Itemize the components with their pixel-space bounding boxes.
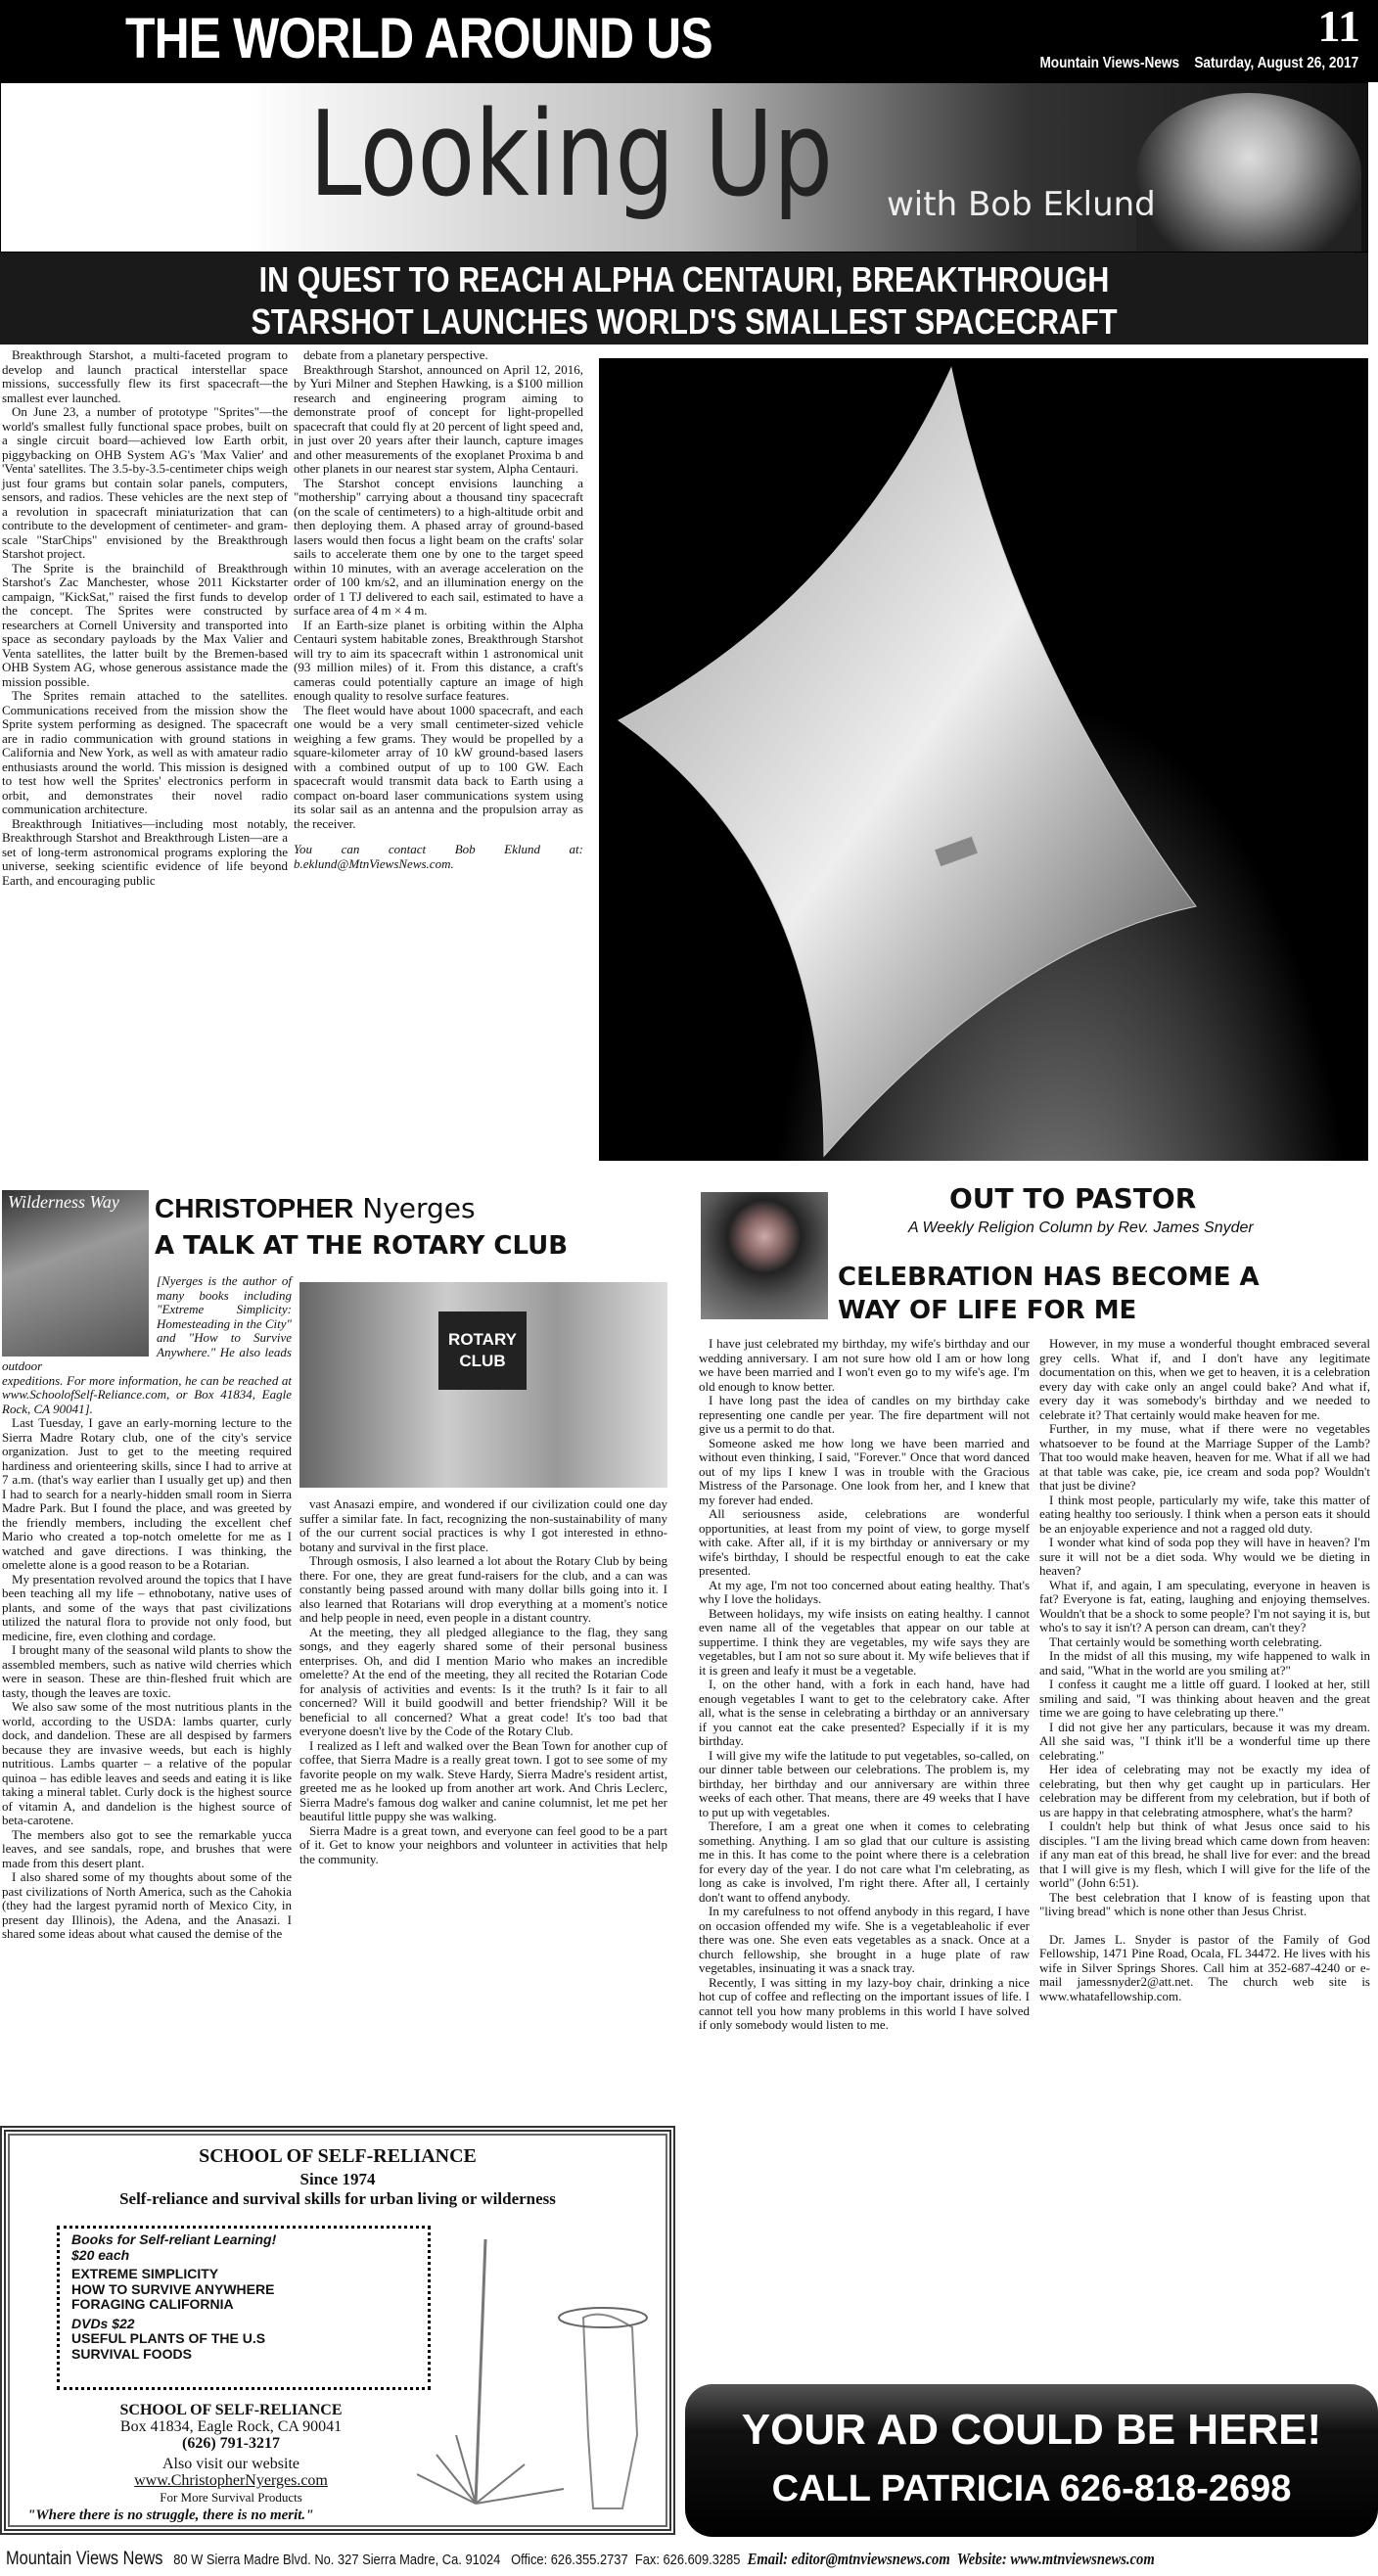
paragraph: Recently, I was sitting in my lazy-boy chair, drinking a nice hot cup of coffee and reflecting on the important issues of life. I cannot tell you how many problems in this world I have solved if only somebody would listen to me. [699, 1974, 1030, 2032]
headline-line: STARSHOT LAUNCHES WORLD'S SMALLEST SPACECRAFT [251, 301, 1118, 342]
paragraph: However, in my muse a wonderful thought embraced several grey cells. What if, and I don't have any legitimate documentation on this, when we get to heaven, it is a celebration every day with cake only an angel could bake? And what if, every day it was somebody's birthday and we needed to celebrate it? That certainly would make heaven for me. [1039, 1336, 1370, 1422]
footer-paper: Mountain Views News [6, 2549, 163, 2569]
column-subtitle: A Weekly Religion Column by Rev. James Snyder [908, 1219, 1254, 1236]
footer-address: 80 W Sierra Madre Blvd. No. 327 Sierra Madre, Ca. 91024 [173, 2552, 501, 2568]
paragraph: The Sprites remain attached to the satellites. Communications received from the mission show the Sprite system performing as designed. The spacecraft are in radio communication with ground stations in California and New York, as well as with amateur radio enthusiasts around the world. This mission is designed to test how well the Sprites' electronics perform in orbit, and demonstrates their novel radio communication architecture. [2, 688, 288, 816]
ad-quote: "Where there is no struggle, there is no merit." [27, 2507, 314, 2523]
books-heading: Books for Self-reliant Learning! [71, 2231, 277, 2247]
paper-name: Mountain Views-News [1039, 55, 1179, 71]
section-title: THE WORLD AROUND US [125, 7, 712, 70]
wilderness-way-photo [2, 1190, 149, 1357]
nyerges-left-column [2, 1190, 292, 1942]
looking-up-banner [0, 82, 1368, 253]
pastor-photo [701, 1192, 828, 1319]
rotary-club-photo [299, 1282, 667, 1488]
dvd-item: USEFUL PLANTS OF THE U.S [71, 2330, 266, 2346]
paragraph: The best celebration that I know of is feasting upon that "living bread" which is none other than Jesus Christ. [1039, 1889, 1370, 1918]
paragraph: I couldn't help but think of what Jesus once said to his disciples. "I am the living bread which came down from heaven: if any man eat of this bread, he shall live for ever: and the bread that I will give is my flesh, which I will give for the life of the world" (John 6:51). [1039, 1818, 1370, 1890]
footer-fax: Fax: 626.609.3285 [634, 2552, 741, 2568]
footer [6, 2549, 1155, 2570]
article-title: A TALK AT THE ROTARY CLUB [155, 1231, 569, 1261]
photo-label: Wilderness Way [8, 1192, 119, 1212]
article-column-1 [2, 348, 288, 888]
paragraph: What if, and again, I am speculating, everyone in heaven is fat? Everyone is fat, eating, laughing and enjoying themselves. Wouldn't that be a shock to some people? I'm not saying it is, but who's to say it isn't? A person can dream, can't they? [1039, 1577, 1370, 1634]
paragraph: Further, in my muse, what if there were no vegetables whatsoever to be found at the Marriage Supper of the Lamb? That too would make heaven, heaven for me. What if all we had at that table was cake, pie, ice cream and soda pop? Wouldn't that just be divine? [1039, 1421, 1370, 1493]
dvds-heading: DVDs $22 [71, 2315, 135, 2331]
pastor-column-1 [699, 1337, 1030, 2033]
banner-subtitle: with Bob Eklund [887, 185, 1156, 224]
pastor-article-title [838, 1261, 1260, 1327]
yucca-drawing [417, 2239, 662, 2513]
author-bio: [Nyerges is the author of many books including "Extreme Simplicity: Homesteading in the City" and "How to Survive Anywhere." He also leads outdoor [2, 1273, 292, 1373]
ad-title: SCHOOL OF SELF-RELIANCE [199, 2145, 477, 2167]
paragraph: Breakthrough Starshot, a multi-faceted program to develop and launch practical interstellar space missions, successfully flew its first spacecraft—the smallest ever launched. [2, 347, 288, 405]
paragraph: Through osmosis, I also learned a lot about the Rotary Club by being there. For one, they are great fund-raisers for the club, and a can was constantly being passed around with many dollar bills going into it. I also learned that Rotarians will drop everything at a moment's notice and help people in need, even people in a distant country. [299, 1553, 667, 1625]
paragraph: The fleet would have about 1000 spacecraft, and each one would be a very small centimeter-sized vehicle weighing a few grams. They would be propelled by a square-kilometer array of 10 kW ground-based lasers with a combined output of up to 100 GW. Each spacecraft would transmit data back to Earth using a compact on-board laser communications system using its solar sail as an antenna and the propulsion array as the receiver. [294, 702, 583, 831]
ad-phone-line: CALL PATRICIA 626-818-2698 [771, 2468, 1292, 2509]
footer-office: Office: 626.355.2737 [511, 2552, 628, 2568]
paragraph: Breakthrough Starshot, announced on April 12, 2016, by Yuri Milner and Stephen Hawking, is a $100 million research and engineering program aiming to demonstrate proof of concept for light-propelled spacecraft that could fly at 20 percent of light speed and, in just over 20 years after their launch, capture images and other measurements of the exoplanet Proxima b and other planets in our nearest star system, Alpha Centauri. [294, 361, 583, 476]
ad-visit: Also visit our website [162, 2456, 299, 2472]
banner-title: Looking Up [309, 87, 834, 223]
paragraph: Sierra Madre is a great town, and everyone can feel good to be a part of it. Get to know your neighbors and volunteer in activities that help the community. [299, 1822, 667, 1866]
paragraph: I also shared some of my thoughts about some of the past civilizations of North America, such as the Cahokia (they had the largest pyramid north of Mexico City, in present day Illinois), the Adena, and the Anasazi. I shared some ideas about what caused the demise of the [2, 1869, 292, 1941]
paragraph: Last Tuesday, I gave an early-morning lecture to the Sierra Madre Rotary club, one of the city's service organization. Just to get to the meeting required hardiness and orienteering skills, since I had to arrive at 7 a.m. (that's way earlier than I usually get up) and then I had to search for a nearly-hidden small room in Sierra Madre Park. But I found the place, and was greeted by the friendly members, including the excellent chef Mario who created a top-notch omelette for me as I watched and gave directions. I was thinking, the omelette alone is a good reason to be a Rotarian. [2, 1415, 292, 1572]
article-column-2 [294, 348, 583, 871]
section-header [0, 0, 1378, 82]
books-price: $20 each [71, 2246, 130, 2263]
paragraph: I think most people, particularly my wife, take this matter of eating healthy too seriously. I think when a person eats it should be an enjoyable experience and not a ragged old duty. [1039, 1492, 1370, 1536]
columnist-portrait [1136, 93, 1361, 253]
paragraph: I, on the other hand, with a fork in each hand, have had enough vegetables I want to get to the celebratory cake. After all, what is the sense in celebrating a birthday or an anniversary if you cannot eat the cake presented? Especially if it is my birthday. [699, 1677, 1030, 1748]
ad-placeholder [685, 2384, 1378, 2537]
paragraph: The Starshot concept envisions launching a "mothership" carrying about a thousand tiny spacecraft (on the scale of centimeters) to a high-altitude orbit and then deploying them. A phased array of ground-based lasers would then focus a light beam on the crafts' solar sails to accelerate them one by one to the target speed within 10 minutes, with an average acceleration on the order of 100 km/s2, and an illumination energy on the order of 1 TJ delivered to each sail, estimated to have a surface area of 4 m × 4 m. [294, 475, 583, 618]
author-contact: You can contact Bob Eklund at: b.eklund@MtnViewsNews.com. [294, 842, 583, 871]
nyerges-column-2 [299, 1497, 667, 1866]
ad-headline: YOUR AD COULD BE HERE! [741, 2406, 1322, 2454]
ad-address: Box 41834, Eagle Rock, CA 90041 [119, 2418, 343, 2435]
headline-line: IN QUEST TO REACH ALPHA CENTAURI, BREAKTHROUGH [258, 259, 1110, 299]
paragraph: I confess it caught me a little off guard. I looked at her, still smiling and said, "I was thinking about heaven and the great time we are going to have celebrating up there." [1039, 1677, 1370, 1720]
ad-name: SCHOOL OF SELF-RELIANCE [119, 2402, 343, 2418]
book-item: HOW TO SURVIVE ANYWHERE [71, 2280, 275, 2297]
paragraph: I did not give her any particulars, because it was my dream. All she said was, "I think it'll be a wonderful time up there celebrating." [1039, 1719, 1370, 1763]
ad-more: For More Survival Products [160, 2490, 302, 2505]
books-box [57, 2226, 431, 2390]
ad-phone: (626) 791-3217 [182, 2435, 280, 2452]
main-headline [0, 253, 1368, 345]
paragraph: That certainly would be something worth celebrating. [1049, 1633, 1323, 1649]
ad-tagline: Self-reliance and survival skills for urban living or wilderness [119, 2189, 556, 2208]
paragraph: debate from a planetary perspective. [303, 347, 488, 362]
title-line: CELEBRATION HAS BECOME A [838, 1263, 1260, 1292]
paragraph: I have long past the idea of candles on my birthday cake representing one candle per year. The fire department will not give us a permit to do that. [699, 1393, 1030, 1436]
page-number: 11 [1317, 1, 1360, 51]
paragraph: I will give my wife the latitude to put vegetables, so-called, on our dinner table between our celebrations. The problem is, my birthday, her birthday and our anniversary are within three weeks of each other. That means, there are 49 weeks that I have to put up with vegetables. [699, 1747, 1030, 1819]
solar-sail-illustration [599, 358, 1368, 1161]
paragraph: If an Earth-size planet is orbiting within the Alpha Centauri system habitable zones, Breakthrough Starshot will try to aim its spacecraft within 1 astronomical unit (93 million miles) of it. From this distance, a craft's cameras could potentially capture an image of high enough quality to resolve surface features. [294, 617, 583, 703]
paragraph: Her idea of celebrating may not be exactly my idea of celebrating, but then why get caught up in particulars. Her celebration may be different from my celebration, but if both of us are happy in that celebrating atmosphere, what's the harm? [1039, 1762, 1370, 1819]
paragraph: In the midst of all this musing, my wife happened to walk in and said, "What in the world are you smiling at?" [1039, 1648, 1370, 1678]
ad-website-link[interactable]: www.ChristopherNyerges.com [134, 2472, 328, 2489]
paragraph: vast Anasazi empire, and wondered if our civilization could one day suffer a similar fate. In fact, recognizing the non-sustainability of many of the our current social practices is why I got interested in ethno-botany and survival in the first place. [299, 1496, 667, 1554]
paragraph: The Sprite is the brainchild of Breakthrough Starshot's Zac Manchester, whose 2011 Kickstarter campaign, "KickSat," raised the first funds to develop the concept. The Sprites were constructed by researchers at Cornell University and transported into space as secondary payloads by the Max Valier and Venta satellites, the latter built by the Bremen-based OHB System AG, whose generous assistance made the mission possible. [2, 560, 288, 689]
paragraph: All seriousness aside, celebrations are wonderful opportunities, at least from my point of view, to gorge myself with cake. After all, if it is my birthday or anniversary or my wife's birthday, I should be respectful enough to eat the cake presented. [699, 1506, 1030, 1578]
book-item: EXTREME SIMPLICITY [71, 2266, 219, 2281]
paragraph: At my age, I'm not too concerned about eating healthy. That's why I love the holidays. [699, 1577, 1030, 1606]
footer-website[interactable]: Website: www.mtnviewsnews.com [956, 2550, 1155, 2568]
paragraph: Someone asked me how long we have been married and without even thinking, I said, "Forever." Once that word danced out of my lips I knew I was in trouble with the Gracious Mistress of the Parsonage. One look from her, and I knew that my forever had ended. [699, 1435, 1030, 1507]
paragraph: On June 23, a number of prototype "Sprites"—the world's smallest fully functional space probes, built on a single circuit board—achieved low Earth orbit, piggybacking on OHB System AG's 'Max Valier' and 'Venta' satellites. The 3.5-by-3.5-centimeter chips weigh just four grams but contain solar panels, computers, sensors, and radios. These vehicles are the next step of a revolution in spacecraft miniaturization that can contribute to the development of centimeter- and gram-scale "StarChips" envisioned by the Breakthrough Starshot project. [2, 404, 288, 561]
paragraph: Between holidays, my wife insists on eating healthy. I cannot even name all of the vegetables that appear on our table at suppertime. I think they are vegetables, my wife says they are vegetables, but I am not so sure about it. My wife believes that if it is green and leafy it must be a vegetable. [699, 1605, 1030, 1678]
paragraph: We also saw some of the most nutritious plants in the world, according to the USDA: lambs quarter, curly dock, and dandelion. These are all despised by farmers because they are invasive weeds, but each is highly nutritious. Lambs quarter – a relative of the popular quinoa – has edible leaves and seeds and eating it is like taking a mineral tablet. Curly dock is the highest source of vitamin A, and dandelion is the highest source of beta-carotene. [2, 1699, 292, 1827]
author-bio-continued: expeditions. For more information, he can be reached at www.SchoolofSelf-Reliance.com, or Box 41834, Eagle Rock, CA 90041]. [2, 1372, 292, 1416]
ad-contact [45, 2402, 417, 2506]
paragraph: Therefore, I am a great one when it comes to celebrating something. Anything. I am so glad that our culture is assisting me in this. It has come to the point where there is a celebration for every day of the year. I do not care what I'm celebrating, as long as cake is involved, I'm right there. After all, I certainly don't want to offend anybody. [699, 1818, 1030, 1905]
paragraph: I wonder what kind of soda pop they will have in heaven? I'm sure it will not be a diet soda. Why would we be dieting in heaven? [1039, 1535, 1370, 1578]
author-last: Nyerges [362, 1192, 476, 1224]
ad-since: Since 1974 [299, 2170, 376, 2188]
column-title: OUT TO PASTOR [949, 1182, 1197, 1215]
footer-email[interactable]: Email: editor@mtnviewsnews.com [747, 2550, 950, 2568]
rotary-sign: ROTARY CLUB [438, 1311, 527, 1390]
dvd-item: SURVIVAL FOODS [71, 2345, 192, 2362]
paragraph: At the meeting, they all pledged allegiance to the flag, they sang songs, and they eagerly shared some of their personal business enterprises. Oh, and did I mention Mario who makes an incredible omelette? At the end of the meeting, they all recited the Rotarian Code for analysis of activities and events: Is it the truth? Is it fair to all concerned? Will it build goodwill and better friendship? Will it be beneficial to all concerned? What a great code! It's too bad that everyone doesn't live by the Code of the Rotary Club. [299, 1624, 667, 1738]
pastor-column-2 [1039, 1337, 1370, 2003]
paragraph: I realized as I left and walked over the Bean Town for another cup of coffee, that Sierra Madre is a really great town. I got to see some of my favorite people on my walk. Steve Hardy, Sierra Madre's resident artist, greeted me as he looked up from another art work. And Chris Leclerc, Sierra Madre's famous dog walker and canine columnist, let me pet her beautiful little puppy she was walking. [299, 1737, 667, 1823]
paragraph: Breakthrough Initiatives—including most notably, Breakthrough Starshot and Breakthrough Listen—are a set of long-term astronomical programs exploring the universe, seeking scientific evidence of life beyond Earth, and encouraging public [2, 815, 288, 888]
solar-sail-photo [599, 358, 1368, 1161]
paragraph: The members also got to see the remarkable yucca leaves, and see sandals, rope, and brushes that were made from this desert plant. [2, 1826, 292, 1870]
author-first: CHRISTOPHER [155, 1193, 354, 1223]
author-signoff: Dr. James L. Snyder is pastor of the Family of God Fellowship, 1471 Pine Road, Ocala, FL 34472. He lives with his wife in Silver Springs Shores. Call him at 352-687-4240 or e-mail jamessnyder2@att.net. The church web site is www.whatafellowship.com. [1039, 1931, 1370, 2003]
masthead-line [1025, 55, 1358, 72]
paragraph: My presentation revolved around the topics that I have been teaching all my life – ethnobotany, native uses of plants, and some of the ways that past civilizations utilized the natural flora to provide not only food, but medicine, fire, even clothing and cordage. [2, 1571, 292, 1643]
issue-date: Saturday, August 26, 2017 [1194, 55, 1358, 71]
paragraph: I brought many of the seasonal wild plants to show the assembled members, such as native wild cherries which were in season. These are thin-fleshed fruit which are tasty, though the leaves are toxic. [2, 1642, 292, 1700]
title-line: WAY OF LIFE FOR ME [838, 1296, 1137, 1325]
nyerges-column-1 [2, 1416, 292, 1942]
book-item: FORAGING CALIFORNIA [71, 2296, 234, 2312]
school-self-reliance-ad [0, 2126, 675, 2535]
paragraph: I have just celebrated my birthday, my wife's birthday and our wedding anniversary. I am not sure how old I am or how long we have been married and I won't even go to my wife's age. I'm old enough to know better. [699, 1336, 1030, 1394]
paragraph: In my carefulness to not offend anybody in this regard, I have on occasion offended my wife. She is a vegetableaholic if ever there was one. She even eats vegetables as a snack. Once at a church fellowship, she brought in a huge plate of raw vegetables, insinuating it was a snack tray. [699, 1904, 1030, 1975]
author-byline [155, 1192, 476, 1224]
